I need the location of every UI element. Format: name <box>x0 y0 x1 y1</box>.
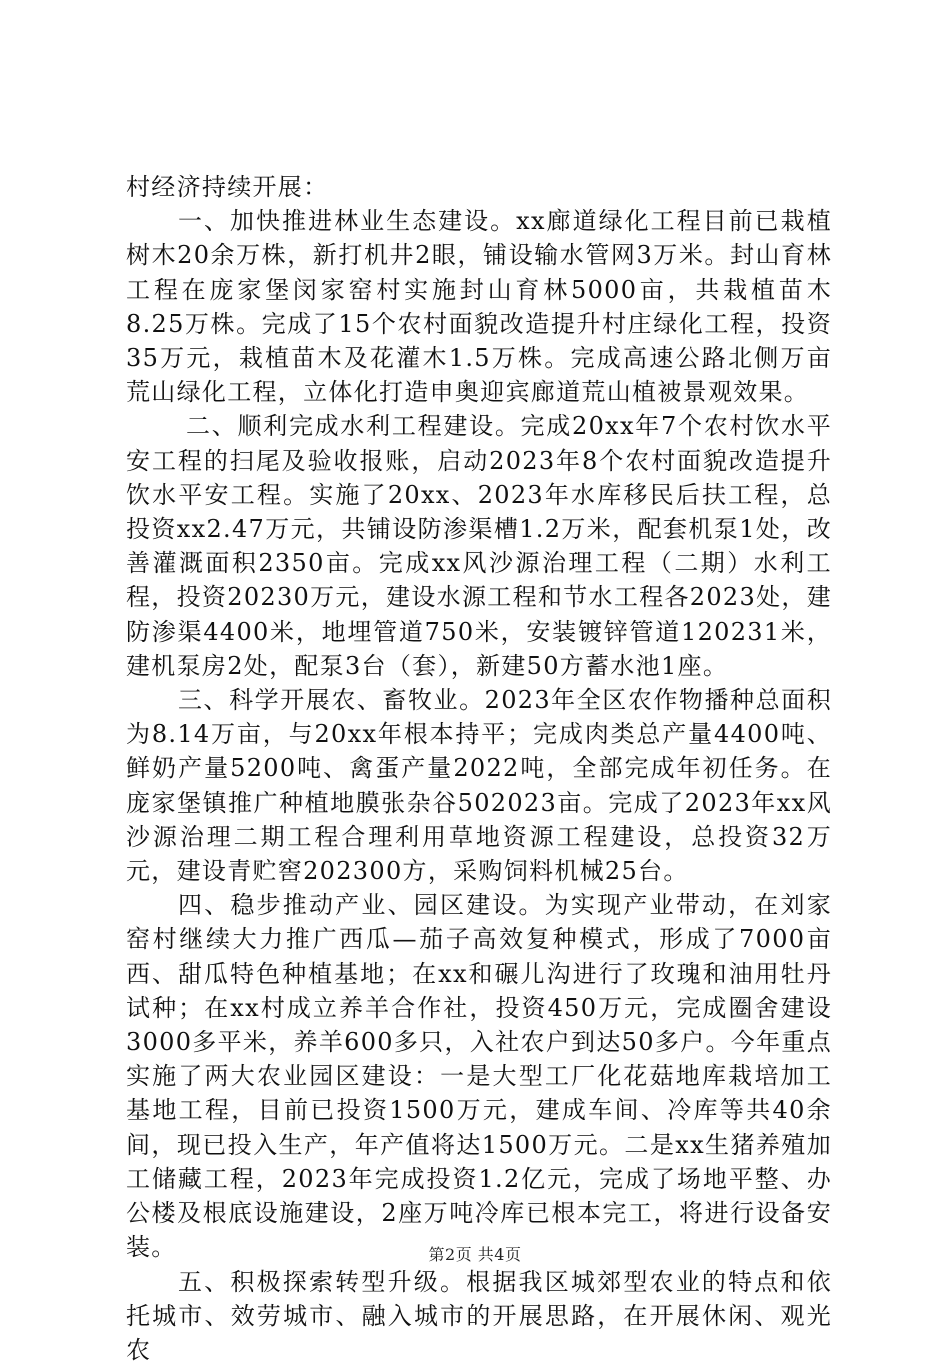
paragraph-transformation: 五、积极探索转型升级。根据我区城郊型农业的特点和依托城市、效劳城市、融入城市的开展思路，在开展休闲、观光农 <box>126 1265 832 1367</box>
paragraph-industry-parks: 四、稳步推动产业、园区建设。为实现产业带动，在刘家窑村继续大力推广西瓜—茄子高效复种模式，形成了7000亩西、甜瓜特色种植基地；在xx和碾儿沟进行了玫瑰和油用牡丹试种；在xx村成立养羊合作社，投资450万元，完成圈舍建设3000多平米，养羊600多只，入社农户到达50多户。今年重点实施了两大农业园区建设：一是大型工厂化花菇地库栽培加工基地工程，目前已投资1500万元，建成车间、冷库等共40余间，现已投入生产，年产值将达1500万元。二是xx生猪养殖加工储藏工程，2023年完成投资1.2亿元，完成了场地平整、办公楼及根底设施建设，2座万吨冷库已根本完工，将进行设备安装。 <box>126 888 832 1264</box>
paragraph-forestry: 一、加快推进林业生态建设。xx廊道绿化工程目前已栽植树木20余万株，新打机井2眼，铺设输水管网3万米。封山育林工程在庞家堡闵家窑村实施封山育林5000亩，共栽植苗木8.25万株。完成了15个农村面貌改造提升村庄绿化工程，投资35万元，栽植苗木及花灌木1.5万株。完成高速公路北侧万亩荒山绿化工程，立体化打造申奥迎宾廊道荒山植被景观效果。 <box>126 204 832 409</box>
page-number-footer: 第2页 共4页 <box>0 1242 950 1265</box>
paragraph-agriculture-husbandry: 三、科学开展农、畜牧业。2023年全区农作物播种总面积为8.14万亩，与20xx年根本持平；完成肉类总产量4400吨、鲜奶产量5200吨、禽蛋产量2022吨，全部完成年初任务。在庞家堡镇推广种植地膜张杂谷502023亩。完成了2023年xx风沙源治理二期工程合理利用草地资源工程建设，总投资32万元，建设青贮窖202300方，采购饲料机械25台。 <box>126 683 832 888</box>
document-body <box>126 170 832 1367</box>
paragraph-continuation: 村经济持续开展： <box>126 170 832 204</box>
paragraph-water-conservancy: 二、顺利完成水利工程建设。完成20xx年7个农村饮水平安工程的扫尾及验收报账，启动2023年8个农村面貌改造提升饮水平安工程。实施了20xx、2023年水库移民后扶工程，总投资xx2.47万元，共铺设防渗渠槽1.2万米，配套机泵1处，改善灌溉面积2350亩。完成xx风沙源治理工程（二期）水利工程，投资20230万元，建设水源工程和节水工程各2023处，建防渗渠4400米，地埋管道750米，安装镀锌管道120231米，建机泵房2处，配泵3台（套），新建50方蓄水池1座。 <box>126 409 832 683</box>
